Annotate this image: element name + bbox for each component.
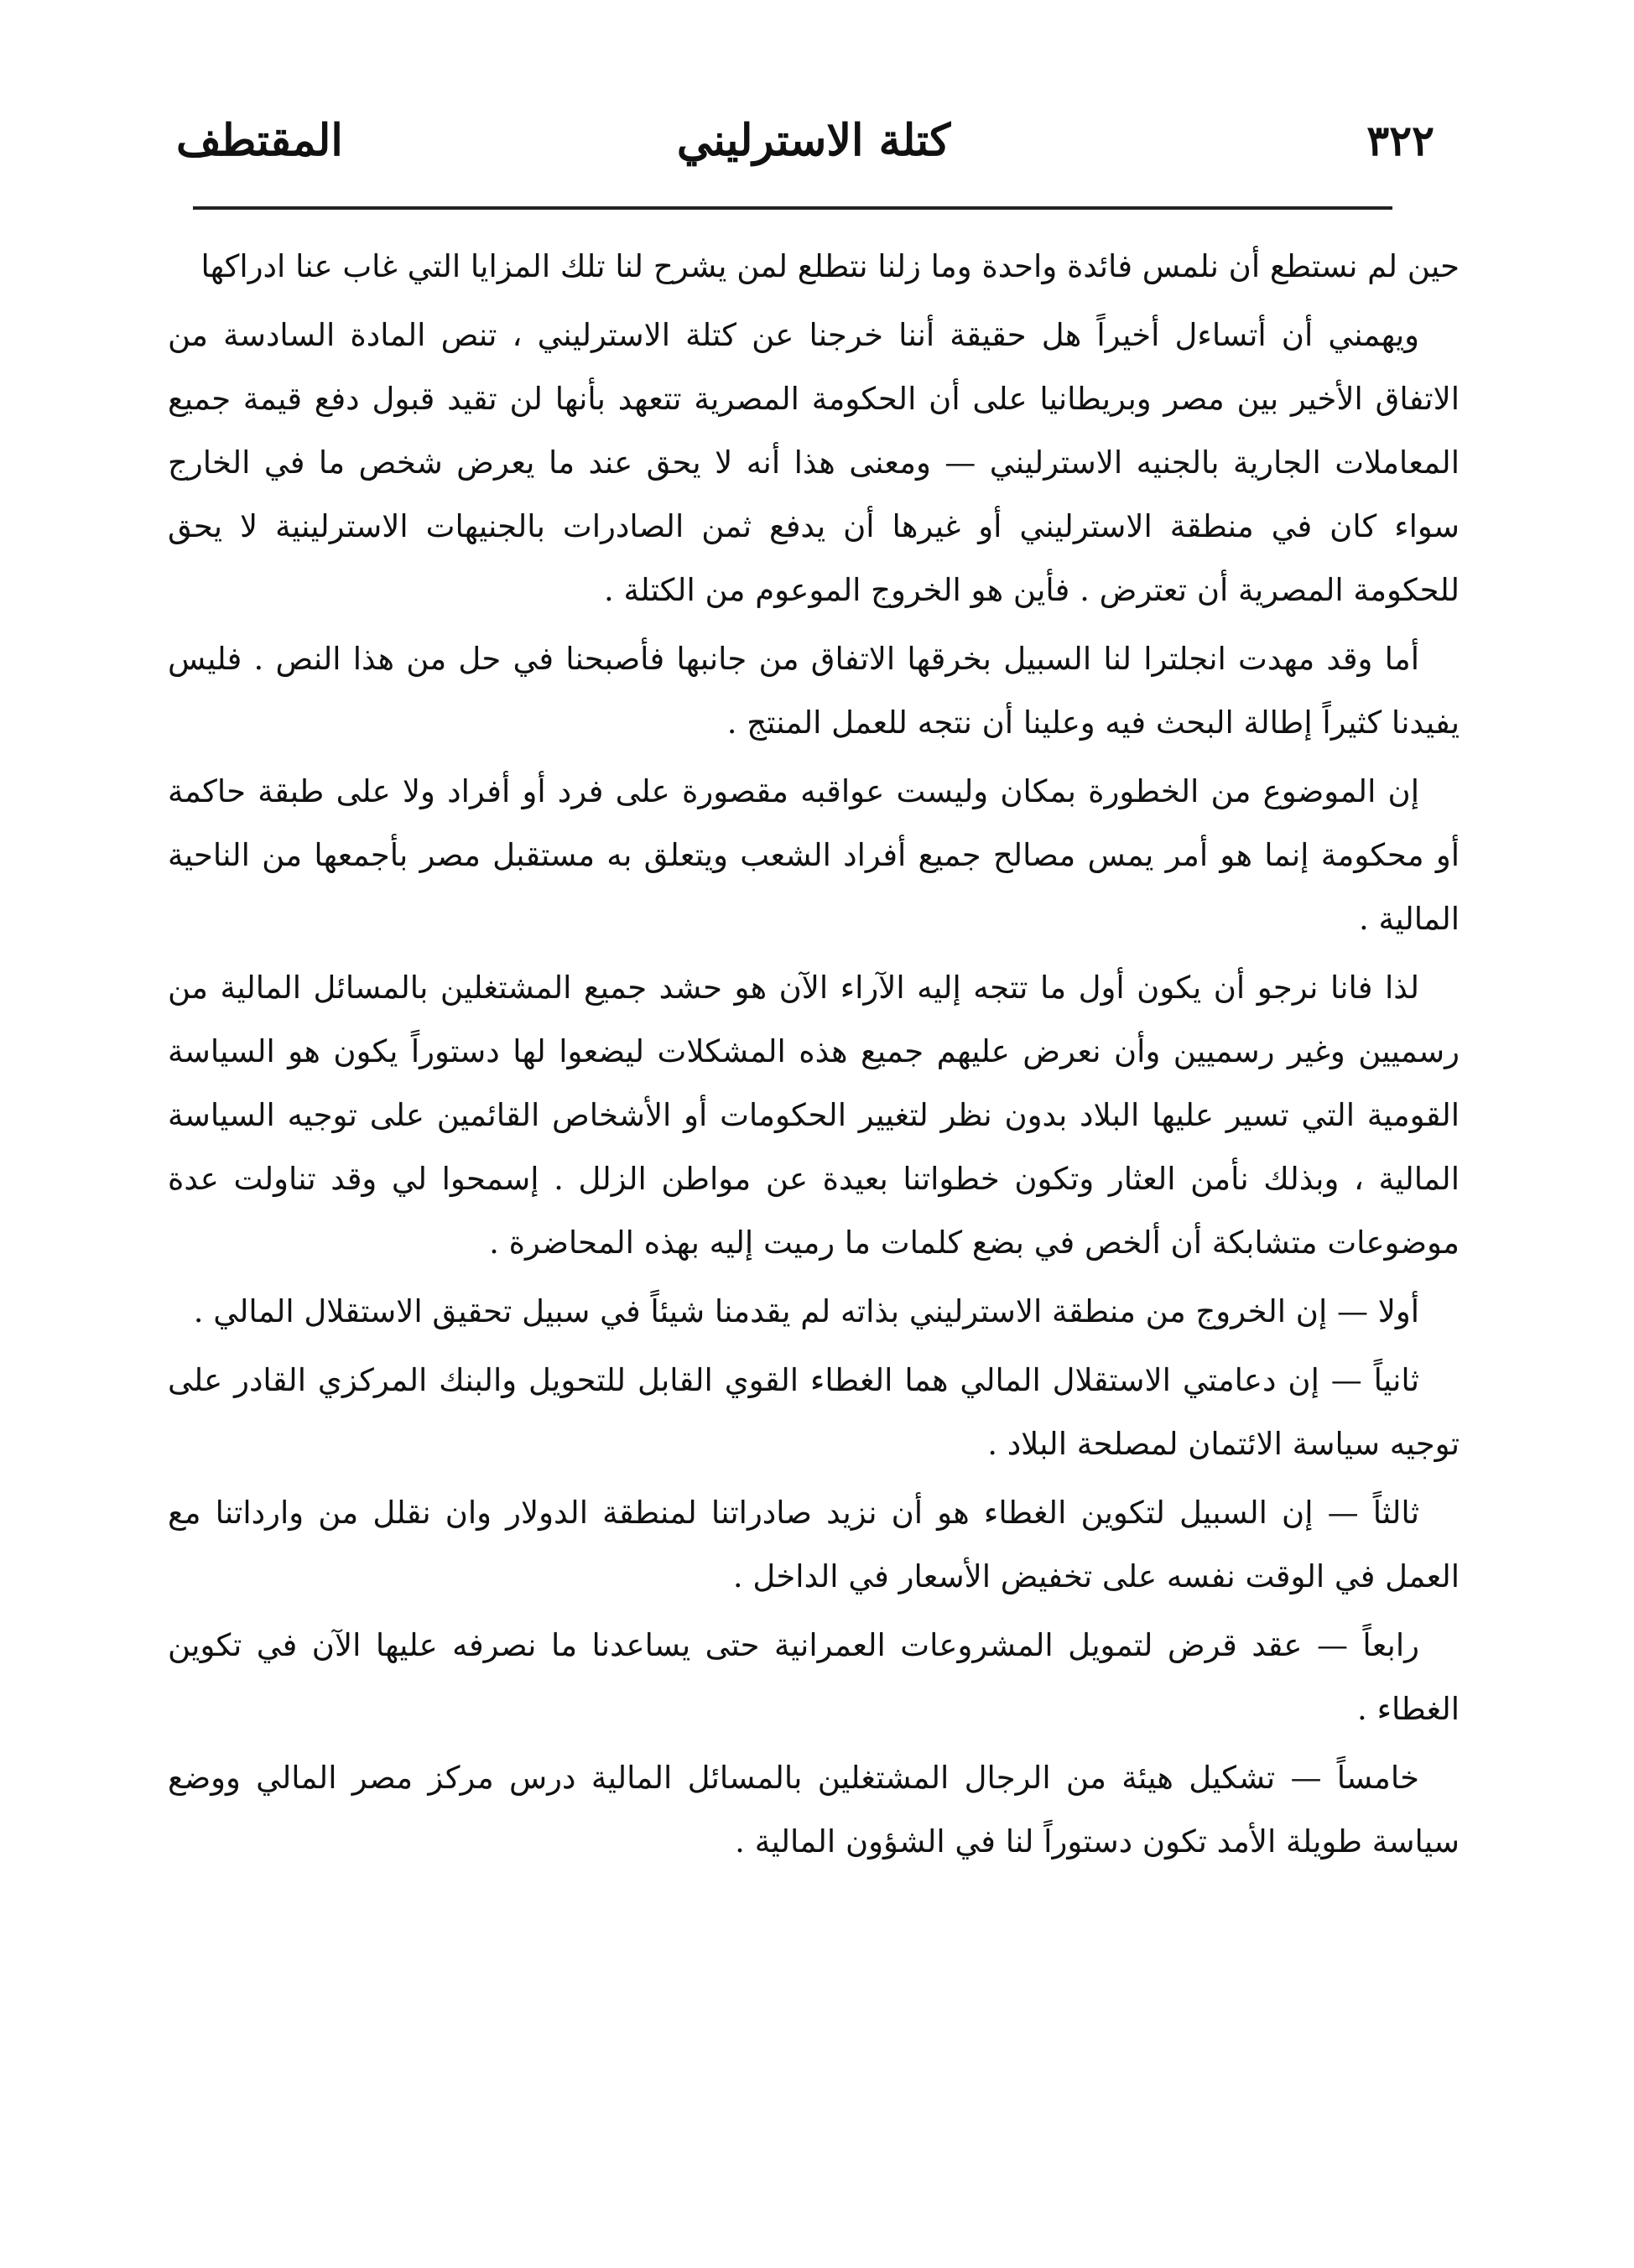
paragraph-agreement: ويهمني أن أتساءل أخيراً هل حقيقة أننا خرجنا عن كتلة الاسترليني ، تنص المادة السادسة من الاتفاق الأخير بين مصر وبريطانيا على أن الحكومة المصرية تتعهد بأنها لن تقيد قبول دفع قيمة جميع المعاملات الجارية بالجنيه الاسترليني — ومعنى هذا أنه لا يحق عند ما يعرض شخص ما في الخارج سواء كان في منطقة الاسترليني أو غيرها أن يدفع ثمن الصادرات بالجنيهات الاسترلينية لا يحق للحكومة المصرية أن تعترض . فأين هو الخروج الموعوم من الكتلة . — [168, 317, 1460, 608]
summary-point-4: رابعاً — عقد قرض لتمويل المشروعات العمرانية حتى يساعدنا ما نصرفه عليها الآن في تكوين الغطاء . — [168, 1627, 1460, 1727]
page-number: ٣٢٢ — [1366, 116, 1434, 165]
article-body — [168, 235, 1460, 1879]
header-rule — [193, 206, 1392, 210]
summary-point-1: أولا — إن الخروج من منطقة الاسترليني بذاته لم يقدمنا شيئاً في سبيل تحقيق الاستقلال المالي . — [193, 1293, 1419, 1329]
running-title: كتلة الاسترليني — [676, 115, 951, 166]
paragraph-gravity: إن الموضوع من الخطورة بمكان وليست عواقبه مقصورة على فرد أو أفراد ولا على طبقة حاكمة أو محكومة إنما هو أمر يمس مصالح جميع أفراد الشعب ويتعلق به مستقبل مصر بأجمعها من الناحية المالية . — [168, 773, 1460, 937]
summary-point-2: ثانياً — إن دعامتي الاستقلال المالي هما الغطاء القوي القابل للتحويل والبنك المركزي القادر على توجيه سياسة الائتمان لمصلحة البلاد . — [168, 1362, 1460, 1462]
summary-point-5: خامساً — تشكيل هيئة من الرجال المشتغلين بالمسائل المالية درس مركز مصر المالي ووضع سياسة طويلة الأمد تكون دستوراً لنا في الشؤون المالية . — [168, 1760, 1460, 1860]
paragraph-continuation: حين لم نستطع أن نلمس فائدة واحدة وما زلنا نتطلع لمن يشرح لنا تلك المزايا التي غاب عنا ادراكها — [200, 248, 1460, 284]
book-page — [168, 101, 1460, 2181]
paragraph-england: أما وقد مهدت انجلترا لنا السبيل بخرقها الاتفاق من جانبها فأصبحنا في حل من هذا النص . فليس يفيدنا كثيراً إطالة البحث فيه وعلينا أن نتجه للعمل المنتج . — [168, 641, 1460, 741]
journal-name: المقتطف — [176, 115, 343, 166]
summary-point-3: ثالثاً — إن السبيل لتكوين الغطاء هو أن نزيد صادراتنا لمنطقة الدولار وان نقلل من وارداتنا مع العمل في الوقت نفسه على تخفيض الأسعار في الداخل . — [168, 1495, 1460, 1594]
page-header — [168, 101, 1460, 193]
paragraph-proposal: لذا فانا نرجو أن يكون أول ما تتجه إليه الآراء الآن هو حشد جميع المشتغلين بالمسائل المالية من رسميين وغير رسميين وأن نعرض عليهم جميع هذه المشكلات ليضعوا لها دستوراً يكون هو السياسة القومية التي تسير عليها البلاد بدون نظر لتغيير الحكومات أو الأشخاص القائمين على توجيه السياسة المالية ، وبذلك نأمن العثار وتكون خطواتنا بعيدة عن مواطن الزلل . إسمحوا لي وقد تناولت عدة موضوعات متشابكة أن ألخص في بضع كلمات ما رميت إليه بهذه المحاضرة . — [168, 970, 1460, 1261]
